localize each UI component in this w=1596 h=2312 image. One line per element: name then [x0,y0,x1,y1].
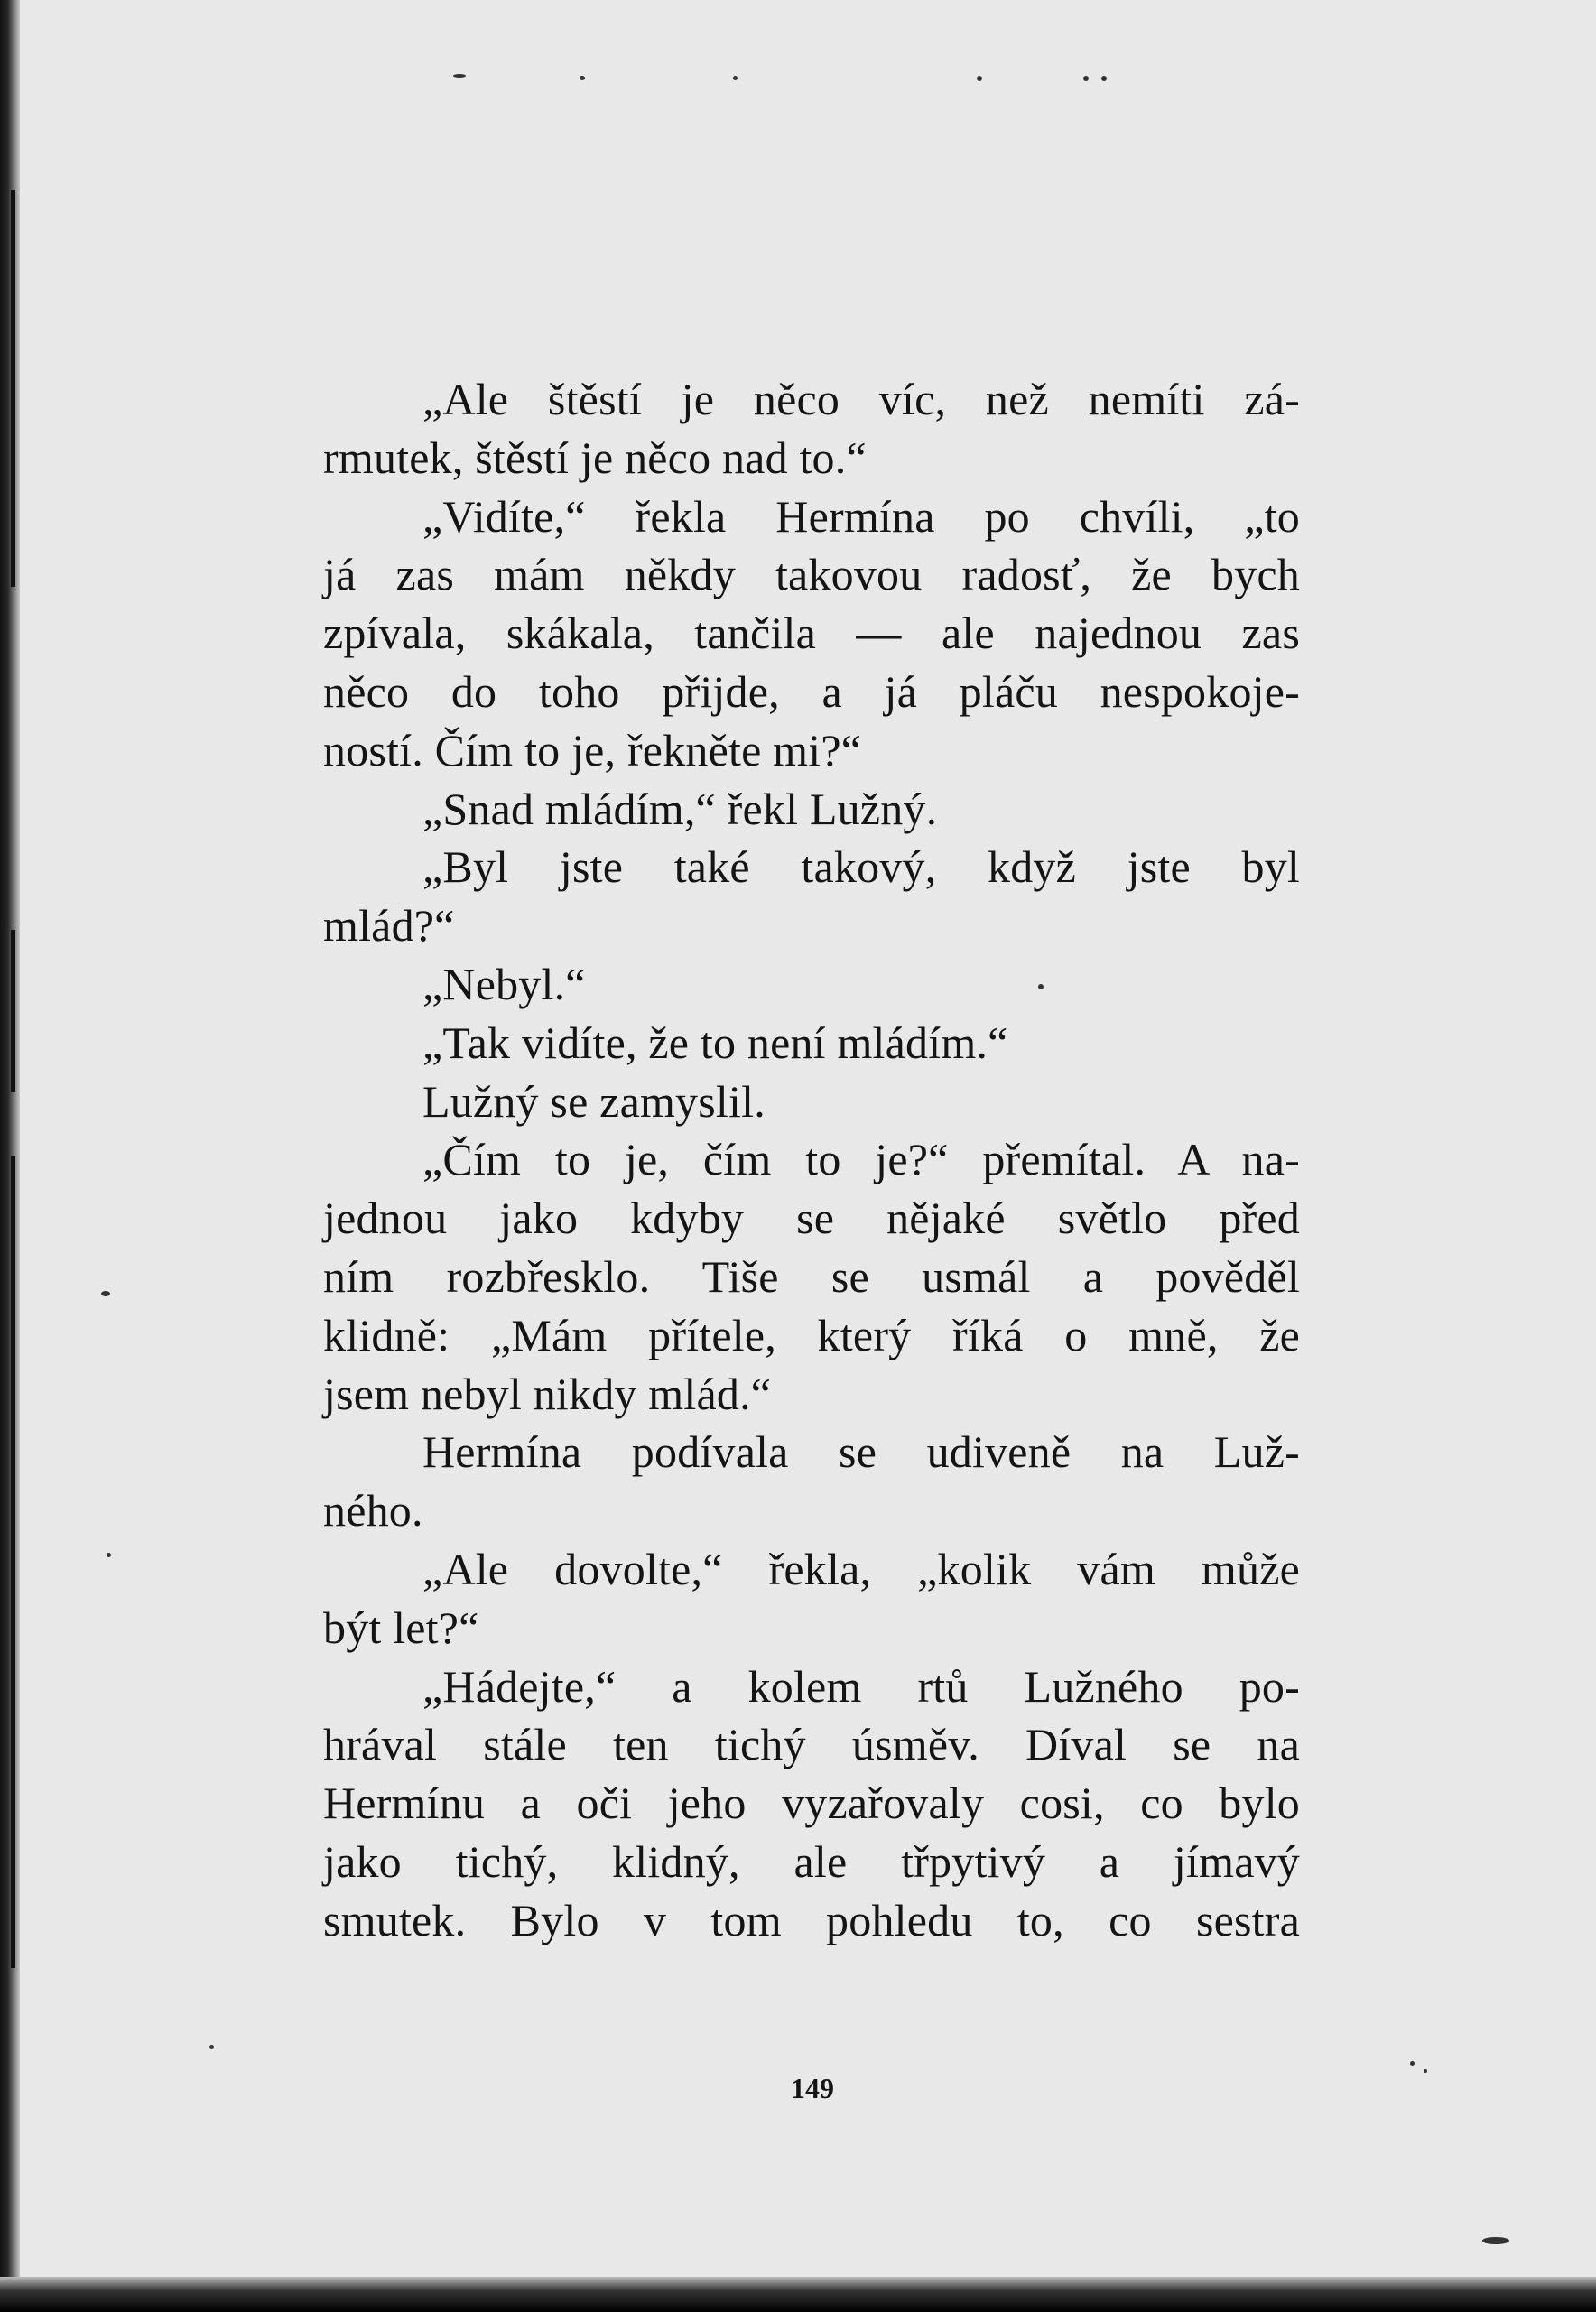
text-line: zpívala, skákala, tančila — ale najednou zas [323,608,1300,659]
binding-shadow [11,1156,15,1968]
binding-shadow [11,930,15,1092]
print-speck [107,1553,111,1557]
text-line: být let?“ [323,1602,479,1653]
print-speck [1101,76,1107,81]
body-text [323,370,1300,1950]
text-line: „Čím to je, čím to je?“ přemítal. A na- [422,1134,1300,1185]
text-line: něco do toho přijde, a já pláču nespokoje- [323,665,1300,717]
text-line: „Nebyl.“ [422,958,586,1009]
text-line: „Snad mládím,“ řekl Lužný. [422,783,938,834]
text-line: „Ale dovolte,“ řekla, „kolik vám může [422,1543,1300,1594]
text-line: ním rozbřesklo. Tiše se usmál a pověděl [323,1250,1300,1302]
text-line: „Hádejte,“ a kolem rtů Lužného po- [422,1660,1300,1712]
binding-shadow [11,190,15,587]
book-page [20,0,1596,2277]
text-line: rmutek, štěstí je něco nad to.“ [323,432,867,483]
print-speck [580,76,585,80]
page-bottom-edge [0,2277,1596,2312]
text-line: „Byl jste také takový, když jste byl [422,841,1300,893]
text-line: jednou jako kdyby se nějaké světlo před [323,1193,1300,1244]
text-line: „Vidíte,“ řekla Hermína po chvíli, „to [422,490,1300,542]
print-speck [101,1291,110,1296]
text-line: Hermína podívala se udiveně na Luž- [422,1426,1300,1478]
print-speck [1083,76,1089,81]
print-speck [1424,2069,1427,2073]
text-line: jsem nebyl nikdy mlád.“ [323,1368,772,1419]
text-line: já zas mám někdy takovou radosť, že bych [323,549,1300,600]
text-line: ností. Čím to je, řekněte mi?“ [323,724,862,775]
print-speck [733,76,738,80]
print-speck [453,74,466,78]
text-line: smutek. Bylo v tom pohledu to, co sestra [323,1894,1300,1945]
text-line: mlád?“ [323,900,455,952]
print-speck [1410,2061,1415,2066]
print-speck [209,2045,214,2049]
text-line: ného. [323,1485,423,1537]
book-binding-edge [0,0,20,2312]
print-speck [1482,2237,1509,2244]
text-line: „Ale štěstí je něco víc, než nemíti zá- [422,374,1300,424]
page-number: 149 [791,2072,834,2104]
text-line: „Tak vidíte, že to není mládím.“ [422,1017,1008,1068]
print-speck [977,76,982,81]
text-line: Lužný se zamyslil. [422,1075,766,1127]
text-line: jako tichý, klidný, ale třpytivý a jímavý [323,1835,1300,1887]
text-line: klidně: „Mám přítele, který říká o mně, že [323,1309,1300,1360]
text-line: hrával stále ten tichý úsměv. Díval se na [323,1719,1300,1770]
text-line: Hermínu a oči jeho vyzařovaly cosi, co bylo [323,1778,1300,1829]
